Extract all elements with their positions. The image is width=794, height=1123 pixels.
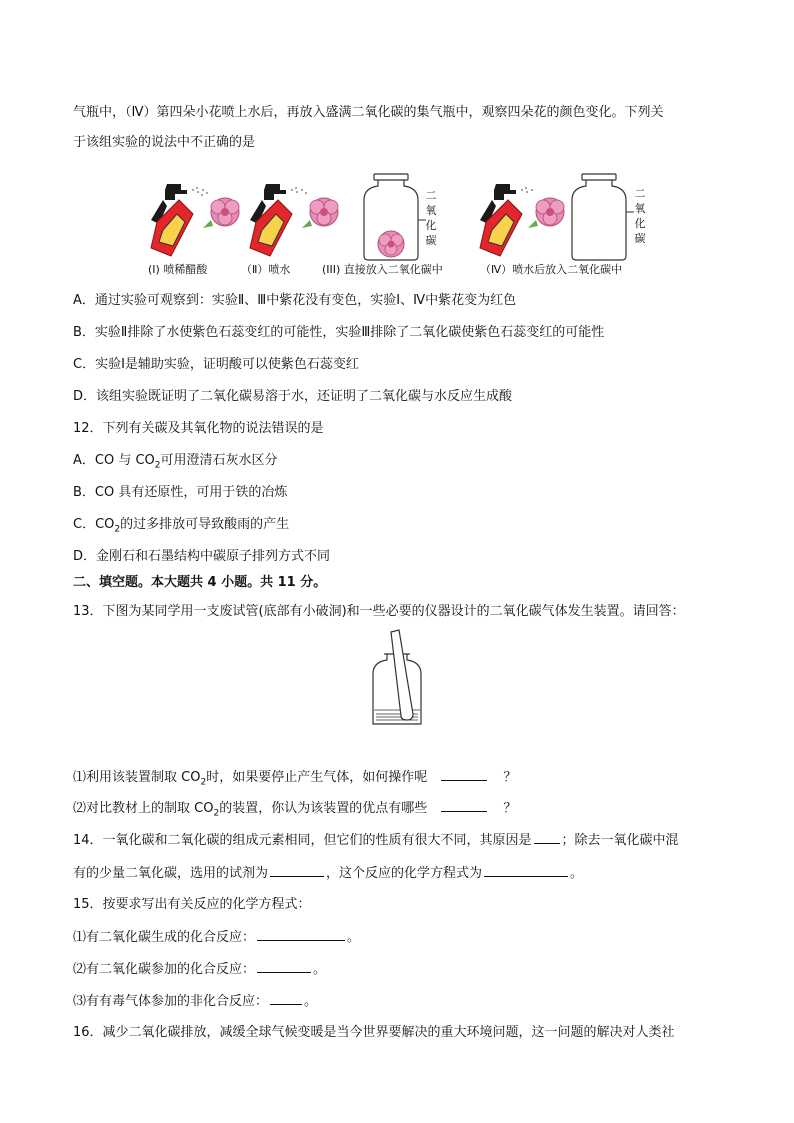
q14-line1: 14．一氧化碳和二氧化碳的组成元素相同，但它们的性质有很大不同，其原因是 ；除去一氧化碳中混 [73, 833, 679, 848]
q13-sub2: ⑵对比教材上的制取 $CO_2$的装置，你认为该装置的优点有哪些 ？ [73, 801, 517, 819]
q13-sub1: ⑴利用该装置制取 $CO_2$时，如果要停止产生气体，如何操作呢 ？ [73, 770, 517, 788]
q13-stem: 13．下图为某同学用一支废试管(底部有小破洞)和一些必要的仪器设计的二氧化碳气体发生装置。请回答： [73, 604, 685, 619]
q11-stem-line2: 于该组实验的说法中不正确的是 [73, 135, 256, 150]
answer-blank[interactable] [441, 768, 487, 781]
figure-spray-water [244, 178, 354, 262]
purple-flower-icon [378, 231, 404, 257]
co2-label-jar-3 [424, 188, 438, 248]
caption-3: (III) 直接放入二氧化碳中 [322, 263, 443, 276]
co2-label-jar-4 [633, 186, 647, 246]
gas-label-char: 二 [634, 187, 646, 200]
figure-spray-water-then-co2 [474, 178, 574, 262]
q11-option-b: B．实验Ⅱ排除了水使紫色石蕊变红的可能性，实验Ⅲ排除了二氧化碳使紫色石蕊变红的可能性 [73, 325, 605, 340]
spray-bottle-icon [250, 184, 307, 256]
gas-label-char: 碳 [634, 232, 646, 245]
caption-2: （Ⅱ）喷水 [241, 263, 291, 276]
caption-4: （Ⅳ）喷水后放入二氧化碳中 [480, 263, 623, 276]
answer-blank[interactable] [270, 992, 302, 1005]
figure-empty-jar [566, 170, 636, 262]
gas-label-char: 氧 [634, 202, 646, 215]
caption-1: (I) 喷稀醋酸 [148, 263, 208, 276]
q11-option-a: A．通过实验可观察到：实验Ⅱ、Ⅲ中紫花没有变色，实验Ⅰ、Ⅳ中紫花变为红色 [73, 293, 517, 308]
gas-label-char: 碳 [425, 234, 437, 247]
q12-option-b: B．CO 具有还原性，可用于铁的冶炼 [73, 485, 288, 500]
q15-sub1: ⑴有二氧化碳生成的化合反应： 。 [73, 930, 361, 945]
q14-line2: 有的少量二氧化碳，选用的试剂为 ，这个反应的化学方程式为 。 [73, 866, 584, 881]
q15-sub2: ⑵有二氧化碳参加的化合反应： 。 [73, 962, 327, 977]
q15-stem: 15．按要求写出有关反应的化学方程式： [73, 897, 311, 912]
purple-flower-icon [302, 198, 338, 228]
gas-label-char: 化 [634, 217, 646, 230]
q16-line1: 16．减少二氧化碳排放，减缓全球气候变暖是当今世界要解决的重大环境问题，这一问题的解决对人类社 [73, 1025, 675, 1040]
gas-jar-icon [572, 174, 626, 260]
q11-option-c: C．实验Ⅰ是辅助实验，证明酸可以使紫色石蕊变红 [73, 357, 359, 372]
q12-stem: 12．下列有关碳及其氧化物的说法错误的是 [73, 421, 324, 436]
answer-blank[interactable] [257, 960, 311, 973]
figure-co2-generator [367, 628, 427, 728]
gas-label-char: 化 [425, 219, 437, 232]
purple-flower-icon [528, 198, 564, 228]
spray-bottle-icon [151, 184, 208, 256]
q11-option-d: D．该组实验既证明了二氧化碳易溶于水，还证明了二氧化碳与水反应生成酸 [73, 389, 513, 404]
gas-label-char: 氧 [425, 204, 437, 217]
figure-spray-acetic-acid [145, 178, 255, 262]
gas-label-char: 二 [425, 189, 437, 202]
purple-flower-icon [203, 198, 239, 228]
answer-blank[interactable] [441, 799, 487, 812]
figure-jar-with-flower [358, 170, 428, 262]
answer-blank[interactable] [257, 928, 345, 941]
question-mark: ？ [503, 801, 517, 816]
answer-blank[interactable] [484, 864, 568, 877]
answer-blank[interactable] [270, 864, 324, 877]
q12-option-d: D．金刚石和石墨结构中碳原子排列方式不同 [73, 549, 331, 564]
section-title-fill-in: 二、填空题。本大题共 4 小题。共 11 分。 [73, 575, 327, 590]
answer-blank[interactable] [534, 831, 560, 844]
q12-option-c: C．$CO_2$的过多排放可导致酸雨的产生 [73, 517, 290, 535]
q11-stem-line1: 气瓶中，（Ⅳ）第四朵小花喷上水后，再放入盛满二氧化碳的集气瓶中，观察四朵花的颜色变化。下列关 [73, 105, 664, 120]
q12-option-a: A．CO 与 $CO_2$可用澄清石灰水区分 [73, 453, 278, 471]
test-tube-icon [391, 630, 413, 720]
question-mark: ？ [503, 770, 517, 785]
spray-bottle-icon [480, 184, 533, 256]
q15-sub3: ⑶有有毒气体参加的非化合反应： 。 [73, 994, 318, 1009]
